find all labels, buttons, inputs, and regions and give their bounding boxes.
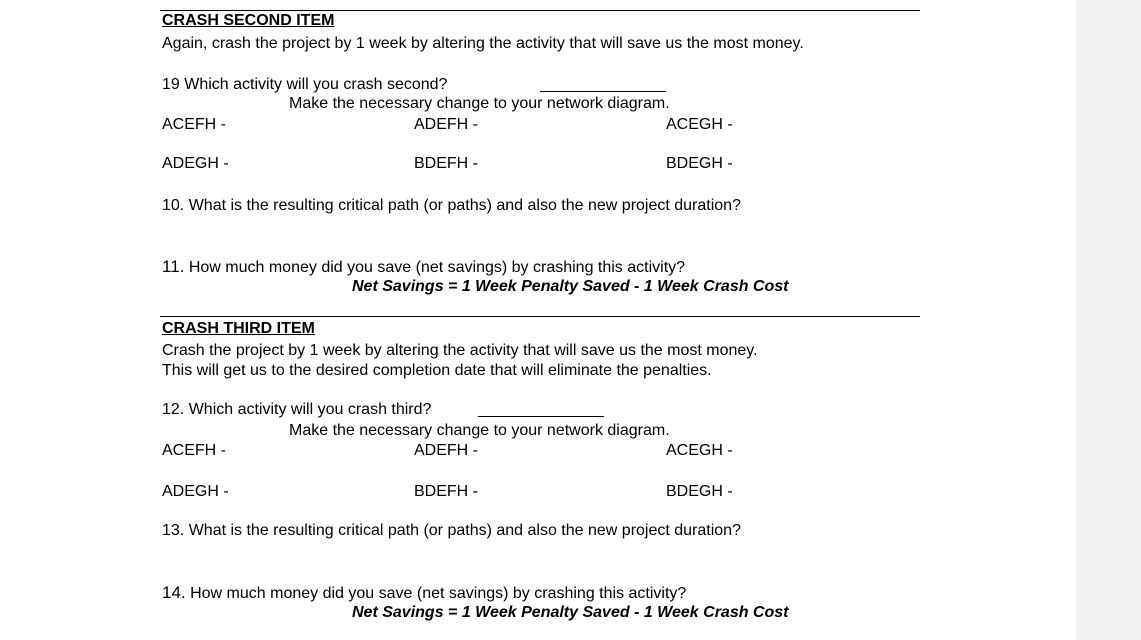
path-label: ADEFH -	[414, 116, 478, 133]
net-savings-formula: Net Savings = 1 Week Penalty Saved - 1 Week Crash Cost	[352, 604, 789, 621]
question-money-saved	[162, 583, 686, 603]
path-label: ACEFH -	[162, 116, 226, 133]
path-label: ACEGH -	[666, 442, 733, 459]
path-label: BDEFH -	[414, 483, 478, 500]
section-divider	[160, 10, 920, 11]
instruction-network-diagram: Make the necessary change to your network diagram.	[289, 95, 670, 112]
path-label: BDEGH -	[666, 483, 733, 500]
question-critical-path: 10. What is the resulting critical path (or paths) and also the new project duration?	[162, 197, 741, 214]
section-heading-crash-third: CRASH THIRD ITEM	[162, 320, 315, 337]
section-heading-crash-second: CRASH SECOND ITEM	[162, 12, 335, 29]
question-text: How much money did you save (net savings) by crashing this activity?	[190, 585, 687, 602]
answer-blank-line[interactable]	[478, 416, 604, 417]
path-label: ADEGH -	[162, 483, 229, 500]
instruction-network-diagram: Make the necessary change to your network diagram.	[289, 422, 670, 439]
question-money-saved	[162, 257, 685, 277]
section-intro: Again, crash the project by 1 week by altering the activity that will save us the most money.	[162, 35, 804, 52]
section-intro-line-2: This will get us to the desired completion date that will eliminate the penalties.	[162, 362, 712, 379]
question-which-activity-third: 12. Which activity will you crash third?	[162, 401, 432, 418]
answer-blank-line[interactable]	[540, 91, 666, 92]
question-text: How much money did you save (net savings) by crashing this activity?	[188, 259, 686, 276]
question-which-activity-second: 19 Which activity will you crash second?	[162, 76, 448, 93]
net-savings-formula: Net Savings = 1 Week Penalty Saved - 1 Week Crash Cost	[352, 278, 789, 295]
question-critical-path: 13. What is the resulting critical path (or paths) and also the new project duration?	[162, 522, 741, 539]
question-number: 11.	[162, 257, 185, 276]
path-label: ADEGH -	[162, 155, 229, 172]
path-label: ACEGH -	[666, 116, 733, 133]
path-label: BDEGH -	[666, 155, 733, 172]
side-panel	[1076, 0, 1141, 640]
section-divider	[160, 316, 920, 317]
path-label: ACEFH -	[162, 442, 226, 459]
path-label: BDEFH -	[414, 155, 478, 172]
question-number: 14.	[162, 583, 186, 602]
section-intro-line-1: Crash the project by 1 week by altering the activity that will save us the most money.	[162, 342, 758, 359]
path-label: ADEFH -	[414, 442, 478, 459]
